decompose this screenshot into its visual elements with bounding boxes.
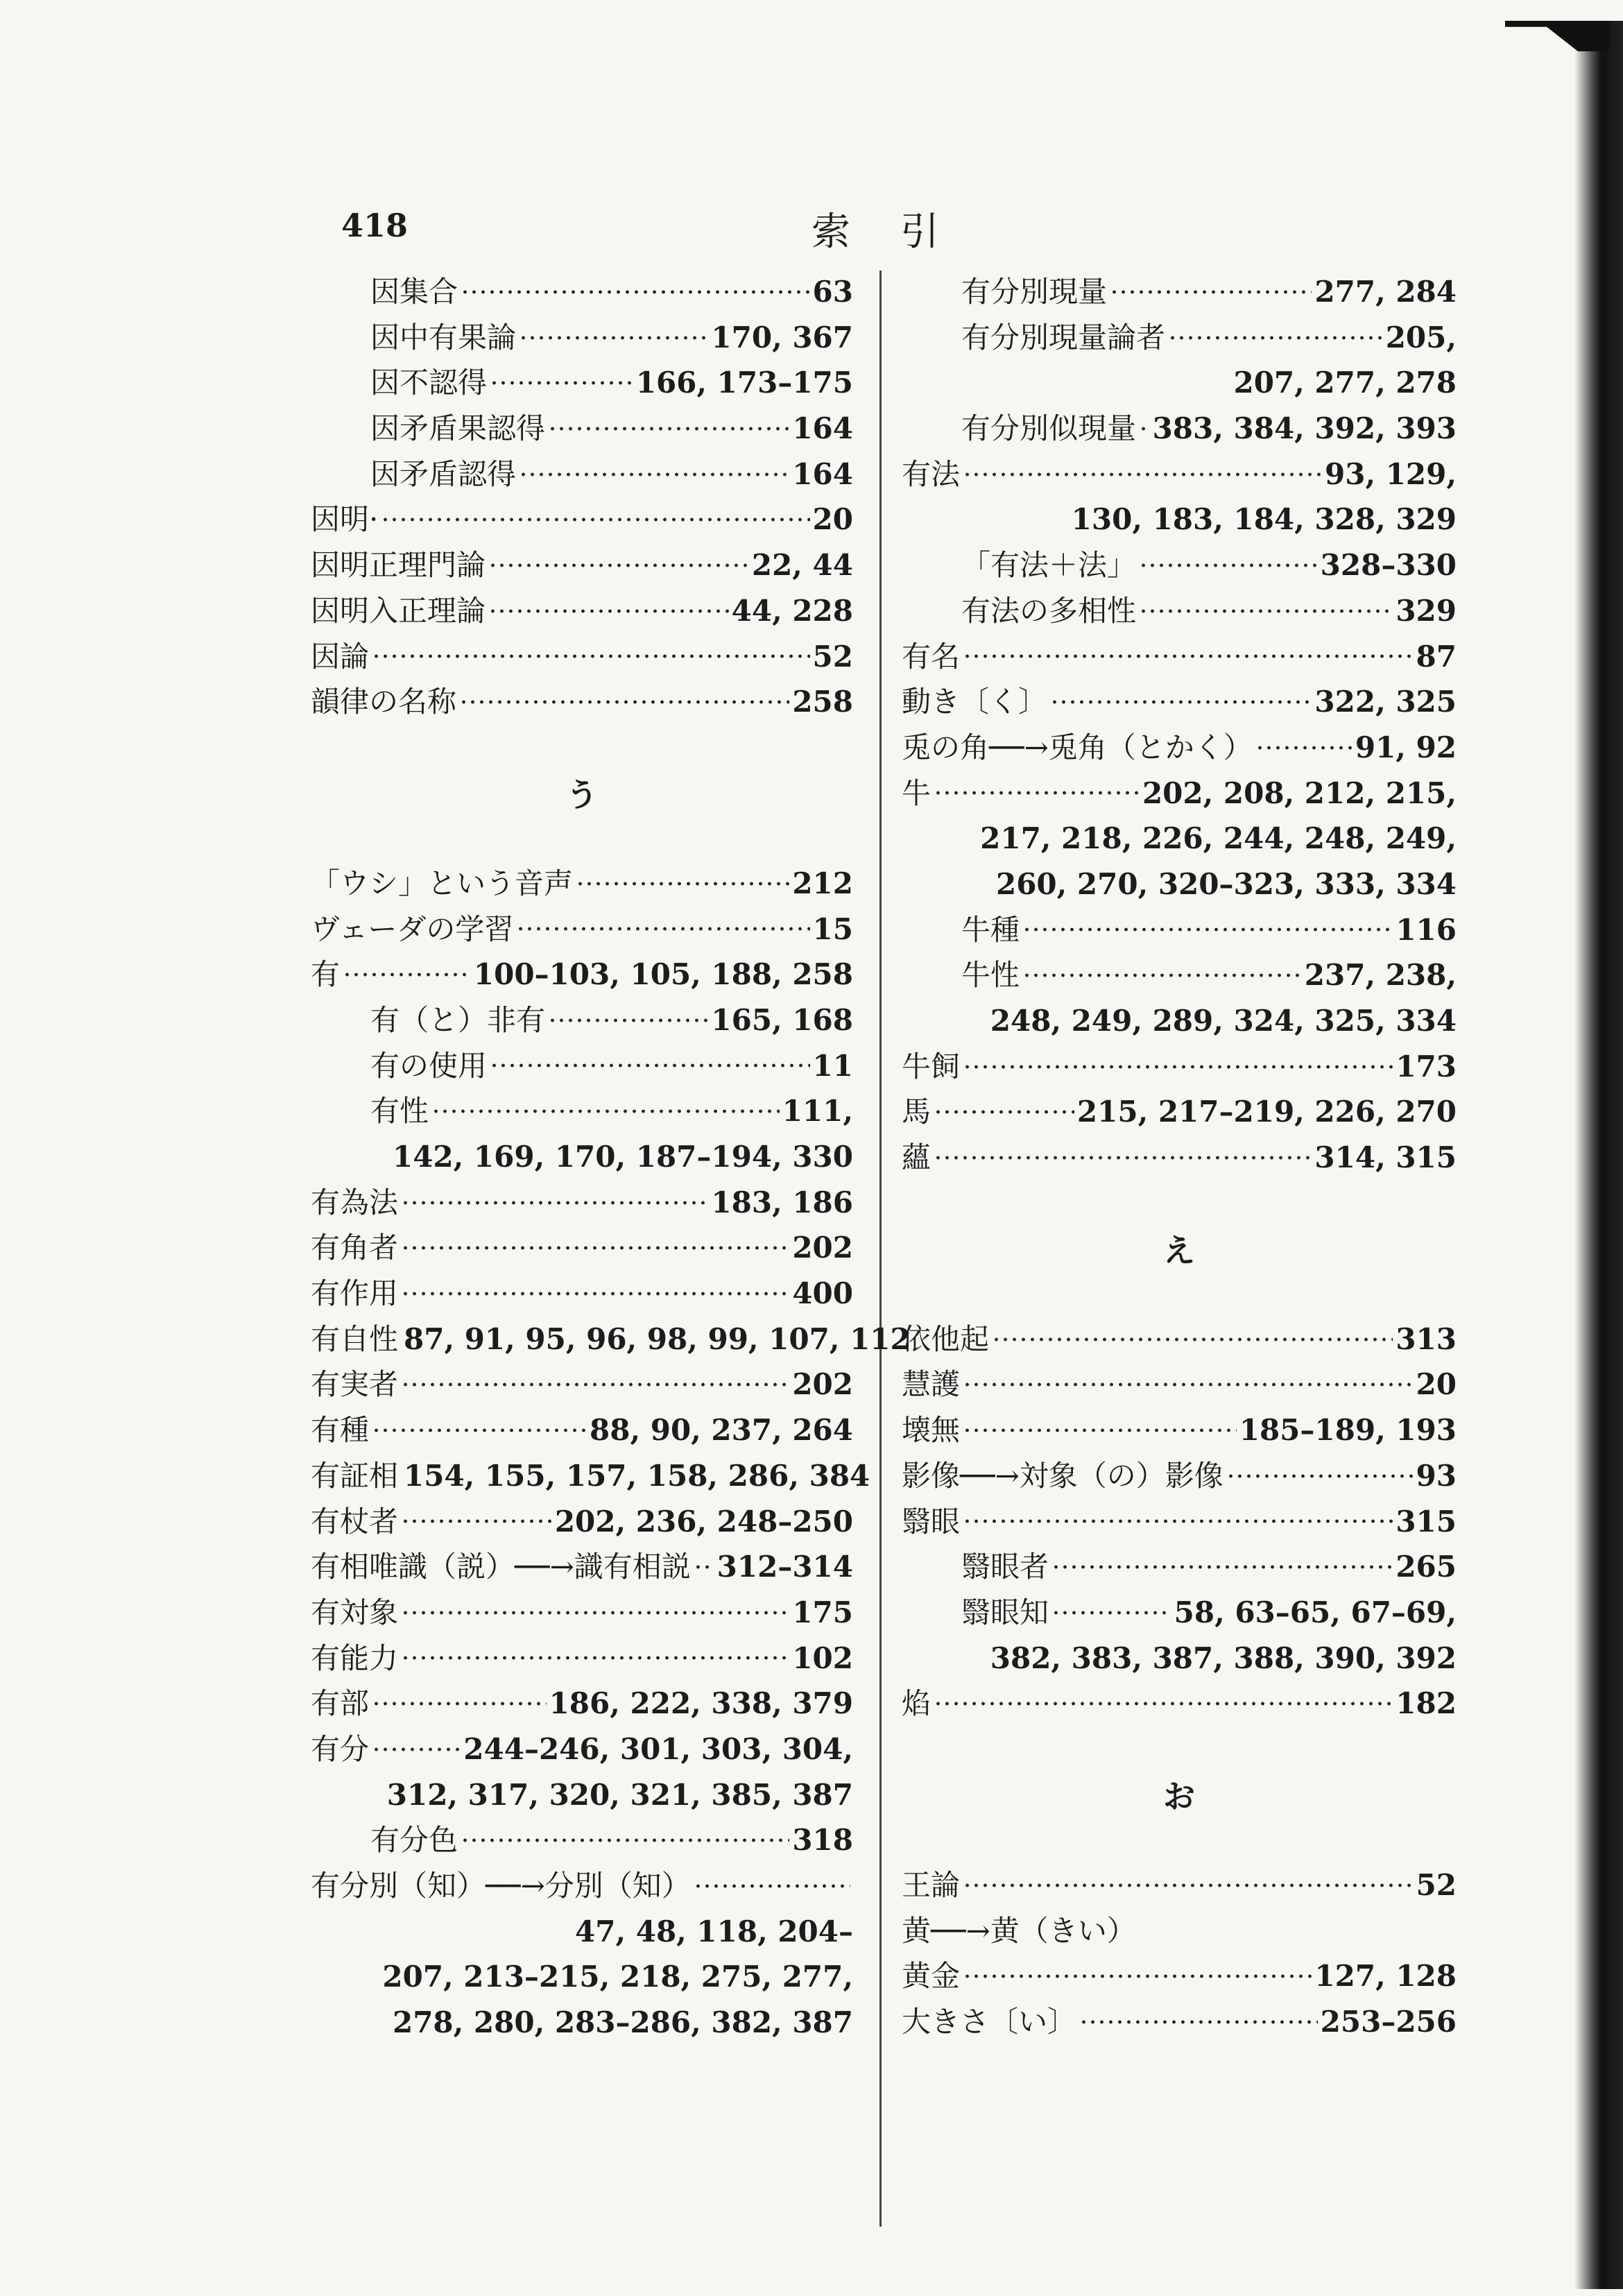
entry-pages: 182	[1396, 1686, 1457, 1721]
entry-term: 因不認得	[370, 366, 488, 400]
entry-pages: 15	[812, 911, 853, 946]
entry-group	[311, 861, 911, 2046]
entry-group	[902, 269, 1457, 1181]
leader-dots	[401, 1381, 789, 1388]
entry-pages: 202, 236, 248–250	[554, 1504, 853, 1539]
index-column-left	[311, 269, 911, 2046]
section-heading-o: お	[1163, 1777, 1195, 1815]
entry-term: 有為法	[311, 1185, 399, 1219]
entry-term: 翳眼者	[961, 1550, 1049, 1584]
index-entry-continuation	[902, 360, 1457, 406]
index-column-right	[902, 269, 1457, 2045]
entry-pages: 314, 315	[1314, 1140, 1457, 1175]
page-title: 索引	[812, 209, 989, 255]
leader-dots	[1051, 1609, 1171, 1616]
leader-dots	[401, 1654, 789, 1661]
entry-term: 有	[311, 957, 341, 992]
index-entry	[311, 1407, 853, 1453]
index-entry	[311, 679, 853, 725]
leader-dots	[1168, 334, 1383, 341]
entry-pages: 202	[792, 1367, 853, 1402]
entry-term: 因中有果論	[370, 320, 517, 354]
entry-pages: 91, 92	[1355, 730, 1457, 764]
column-divider	[879, 271, 882, 2227]
entry-pages: 63	[812, 275, 853, 309]
entry-term: 兎の角──→兎角（とかく）	[902, 730, 1253, 764]
entry-pages: 312–314	[716, 1550, 853, 1584]
leader-dots	[519, 334, 708, 341]
entry-pages: 315	[1396, 1504, 1457, 1539]
page-number: 418	[341, 207, 409, 244]
entry-term: 有相唯識（説）──→識有相説	[311, 1550, 691, 1584]
index-entry	[311, 1590, 853, 1636]
entry-term: 因矛盾果認得	[370, 411, 546, 446]
entry-term: 因論	[311, 639, 370, 674]
leader-dots	[548, 1017, 708, 1024]
entry-pages: 164	[792, 456, 853, 491]
entry-term: 因集合	[370, 275, 458, 309]
leader-dots	[372, 1700, 547, 1707]
entry-group	[902, 1317, 1457, 1727]
entry-term: 有（と）非有	[370, 1002, 546, 1037]
entry-pages: 11	[812, 1048, 853, 1083]
entry-pages: 186, 222, 338, 379	[549, 1686, 853, 1721]
leader-dots	[381, 516, 809, 523]
index-entry-continuation	[311, 1134, 853, 1180]
leader-dots	[372, 1746, 461, 1753]
entry-pages: 212	[792, 866, 853, 900]
entry-term: 牛	[902, 776, 931, 810]
index-entry	[311, 269, 853, 315]
entry-term: 黄金	[902, 1959, 961, 1994]
index-entry-continuation	[311, 2000, 853, 2046]
index-entry	[902, 1407, 1457, 1453]
entry-term: 王論	[902, 1867, 961, 1902]
index-entry	[311, 861, 853, 907]
leader-dots	[1022, 926, 1393, 933]
entry-term: 馬	[902, 1095, 931, 1129]
index-entry	[902, 315, 1457, 361]
entry-term: 有法の多相性	[961, 593, 1137, 628]
index-entry	[311, 1180, 853, 1226]
entry-term: 韻律の名称	[311, 685, 457, 719]
entry-pages: 164	[792, 411, 853, 446]
entry-term: 有対象	[311, 1595, 399, 1629]
scan-edge-corner	[1505, 21, 1609, 51]
index-entry	[311, 1863, 853, 1909]
leader-dots	[1051, 1563, 1393, 1570]
index-entry-continuation	[902, 816, 1457, 862]
index-entry	[902, 1590, 1457, 1636]
leader-dots	[401, 1244, 789, 1251]
entry-term: 有名	[902, 639, 961, 674]
entry-pages: 260, 270, 320–323, 333, 334	[995, 866, 1457, 901]
index-entry	[311, 406, 853, 452]
entry-pages: 217, 218, 226, 244, 248, 249,	[980, 821, 1457, 856]
leader-dots	[548, 425, 789, 432]
entry-term: 有杖者	[311, 1504, 399, 1539]
leader-dots	[1255, 744, 1352, 751]
entry-pages: 237, 238,	[1304, 958, 1457, 993]
entry-term: 有実者	[311, 1367, 399, 1402]
entry-group	[311, 269, 853, 725]
entry-pages: 20	[812, 502, 853, 537]
entry-pages: 165, 168	[711, 1002, 853, 1037]
index-entry	[902, 771, 1457, 816]
leader-dots	[576, 880, 789, 887]
index-entry	[902, 1908, 1457, 1954]
index-entry	[311, 1088, 853, 1134]
entry-pages: 100–103, 105, 188, 258	[473, 957, 853, 992]
leader-dots	[372, 653, 810, 660]
leader-dots	[934, 789, 1140, 796]
entry-pages: 313	[1396, 1321, 1457, 1356]
entry-pages: 20	[1416, 1367, 1457, 1402]
index-entry-continuation	[311, 1954, 853, 2000]
entry-pages: 202	[792, 1231, 853, 1265]
index-entry-continuation	[902, 497, 1457, 542]
entry-term: 因明入正理論	[311, 593, 486, 628]
entry-pages: 154, 155, 157, 158, 286, 384	[404, 1458, 870, 1493]
leader-dots	[461, 1837, 789, 1844]
entry-pages: 278, 280, 283–286, 382, 387	[392, 2005, 853, 2040]
entry-pages: 258	[792, 685, 853, 719]
index-entry	[311, 1544, 853, 1590]
entry-term: 影像──→対象（の）影像	[902, 1458, 1223, 1493]
entry-pages: 277, 284	[1314, 275, 1457, 309]
index-entry	[902, 1362, 1457, 1407]
index-entry	[311, 1225, 853, 1271]
entry-term: 有性	[370, 1094, 429, 1129]
leader-dots	[963, 1882, 1414, 1889]
index-entry	[902, 634, 1457, 680]
entry-pages: 47, 48, 118, 204–	[575, 1914, 853, 1948]
index-entry	[902, 1044, 1457, 1090]
leader-dots	[1079, 2019, 1318, 2025]
entry-pages: 58, 63–65, 67–69,	[1174, 1595, 1457, 1629]
index-entry	[902, 907, 1457, 953]
entry-pages: 383, 384, 392, 393	[1152, 411, 1457, 446]
leader-dots	[1226, 1473, 1414, 1480]
entry-term: 牛種	[961, 912, 1020, 947]
entry-term: 有分別（知）──→分別（知）	[311, 1869, 691, 1903]
leader-dots	[1139, 608, 1393, 615]
entry-term: 有作用	[311, 1276, 399, 1311]
index-entry	[902, 1681, 1457, 1727]
leader-dots	[963, 1063, 1393, 1070]
index-entry	[311, 997, 853, 1043]
section-heading-u: う	[566, 776, 598, 814]
index-entry	[311, 1317, 911, 1362]
index-entry	[311, 360, 853, 406]
entry-pages: 52	[812, 639, 853, 674]
leader-dots	[461, 289, 810, 295]
scan-edge-shadow	[1574, 21, 1623, 2289]
leader-dots	[694, 1563, 714, 1570]
entry-pages: 382, 383, 387, 388, 390, 392	[990, 1640, 1457, 1675]
entry-pages: 329	[1396, 593, 1457, 628]
index-entry	[311, 1499, 853, 1545]
leader-dots	[694, 1883, 850, 1890]
entry-term: 牛飼	[902, 1049, 961, 1083]
entry-term: 焰	[902, 1686, 931, 1721]
entry-term: 「ウシ」という音声	[311, 866, 574, 900]
entry-pages: 102	[792, 1640, 853, 1675]
entry-term: 有分別現量論者	[961, 320, 1166, 354]
entry-term: ヴェーダの学習	[311, 911, 514, 946]
index-entry	[311, 634, 853, 680]
index-entry	[902, 1317, 1457, 1362]
index-entry	[902, 1862, 1457, 1908]
leader-dots	[519, 471, 789, 478]
entry-term: 有角者	[311, 1231, 399, 1265]
entry-pages: 207, 213–215, 218, 275, 277,	[382, 1960, 853, 1994]
entry-pages: 328–330	[1320, 548, 1457, 583]
entry-term: 動き〔く〕	[902, 685, 1048, 719]
index-entry	[902, 406, 1457, 452]
entry-term: 因明·	[311, 502, 379, 537]
entry-term: 翳眼	[902, 1504, 961, 1539]
entry-pages: 253–256	[1320, 2005, 1457, 2039]
entry-term: 蘊	[902, 1140, 931, 1175]
index-entry	[902, 679, 1457, 725]
index-entry	[311, 1043, 853, 1089]
entry-pages: 244–246, 301, 303, 304,	[463, 1731, 853, 1766]
entry-term: 有部	[311, 1686, 370, 1721]
index-entry	[902, 269, 1457, 315]
index-entry	[902, 452, 1457, 497]
index-entry	[902, 1999, 1457, 2045]
entry-pages: 248, 249, 289, 324, 325, 334	[990, 1004, 1457, 1038]
entry-pages: 322, 325	[1314, 685, 1457, 719]
index-entry	[311, 542, 853, 588]
index-entry-continuation	[311, 1909, 853, 1955]
entry-pages: 111,	[782, 1094, 853, 1129]
entry-pages: 52	[1416, 1867, 1457, 1902]
leader-dots	[372, 1427, 587, 1434]
entry-term: 「有法＋法」	[961, 548, 1137, 583]
entry-pages: 400	[792, 1276, 853, 1311]
entry-pages: 185–189, 193	[1239, 1413, 1457, 1448]
index-entry	[311, 1453, 870, 1499]
entry-term: 因矛盾認得	[370, 456, 517, 491]
entry-pages: 93, 129,	[1325, 456, 1457, 491]
leader-dots	[490, 379, 633, 386]
leader-dots	[963, 653, 1414, 660]
index-entry	[311, 497, 853, 542]
index-entry-continuation	[902, 1636, 1457, 1681]
index-entry	[311, 1727, 853, 1772]
section-heading-e: え	[1163, 1231, 1195, 1269]
index-entry	[311, 588, 853, 634]
leader-dots	[488, 562, 749, 569]
entry-pages: 87	[1416, 639, 1457, 674]
leader-dots	[1022, 972, 1302, 979]
entry-pages: 44, 228	[731, 593, 853, 628]
leader-dots	[992, 1336, 1393, 1343]
entry-pages: 22, 44	[751, 548, 853, 583]
entry-term: 有種	[311, 1413, 370, 1448]
entry-term: 有証相	[311, 1458, 399, 1493]
index-entry	[311, 315, 853, 361]
entry-term: 慧護	[902, 1367, 961, 1402]
entry-pages: 183, 186	[711, 1185, 853, 1219]
entry-pages: 202, 208, 212, 215,	[1142, 776, 1457, 810]
entry-term: 大きさ〔い〕	[902, 2005, 1077, 2039]
index-entry	[311, 1681, 853, 1727]
index-entry	[902, 1453, 1457, 1499]
leader-dots	[1050, 699, 1312, 705]
leader-dots	[459, 699, 789, 705]
leader-dots	[934, 1154, 1312, 1161]
entry-pages: 265	[1396, 1550, 1457, 1584]
entry-term: 有分	[311, 1731, 370, 1766]
entry-term: 有分別似現量	[961, 411, 1137, 446]
leader-dots	[516, 925, 809, 932]
leader-dots	[343, 971, 471, 978]
index-entry	[902, 952, 1457, 998]
leader-dots	[488, 608, 729, 615]
index-entry-continuation	[311, 1772, 853, 1818]
index-entry	[902, 1953, 1457, 1999]
entry-term: 有能力	[311, 1640, 399, 1675]
index-entry	[902, 1135, 1457, 1181]
leader-dots	[963, 1518, 1393, 1525]
index-entry	[902, 725, 1457, 771]
entry-term: 黄──→黄（きい）	[902, 1913, 1136, 1948]
index-entry	[311, 1271, 853, 1317]
entry-group	[902, 1862, 1457, 2045]
index-entry	[311, 1817, 853, 1863]
leader-dots	[401, 1518, 552, 1525]
index-entry	[311, 1362, 853, 1407]
entry-term: 牛性	[961, 958, 1020, 993]
entry-term: 有の使用	[370, 1048, 488, 1083]
index-entry	[902, 1089, 1457, 1135]
leader-dots	[1139, 425, 1150, 432]
leader-dots	[1139, 562, 1318, 569]
entry-pages: 88, 90, 237, 264	[590, 1413, 853, 1448]
leader-dots	[401, 1290, 789, 1297]
index-entry	[902, 542, 1457, 588]
entry-term: 壊無	[902, 1413, 961, 1448]
entry-pages: 142, 169, 170, 187–194, 330	[392, 1140, 853, 1174]
entry-term: 有分別現量	[961, 275, 1108, 309]
entry-pages: 127, 128	[1314, 1959, 1457, 1994]
entry-term: 有自性	[311, 1321, 399, 1356]
leader-dots	[963, 471, 1322, 478]
entry-pages: 318	[792, 1823, 853, 1858]
entry-pages: 175	[792, 1595, 853, 1629]
entry-pages: 205,	[1385, 320, 1457, 354]
entry-pages: 116	[1396, 912, 1457, 947]
index-entry-continuation	[902, 862, 1457, 907]
entry-pages: 130, 183, 184, 328, 329	[1071, 502, 1457, 537]
leader-dots	[401, 1199, 708, 1206]
entry-term: 有法	[902, 456, 961, 491]
leader-dots	[934, 1108, 1074, 1115]
entry-pages: 207, 277, 278	[1233, 366, 1457, 400]
index-entry	[902, 1499, 1457, 1545]
leader-dots	[963, 1973, 1312, 1980]
entry-pages: 170, 367	[711, 320, 853, 354]
entry-pages: 93	[1416, 1458, 1457, 1493]
leader-dots	[490, 1062, 810, 1069]
index-entry	[311, 907, 853, 952]
leader-dots	[963, 1381, 1414, 1388]
leader-dots	[431, 1108, 780, 1115]
index-entry	[902, 1544, 1457, 1590]
entry-term: 有分色	[370, 1823, 458, 1858]
entry-pages: 87, 91, 95, 96, 98, 99, 107, 112	[404, 1321, 911, 1356]
entry-pages: 312, 317, 320, 321, 385, 387	[386, 1777, 853, 1812]
entry-pages: 166, 173–175	[635, 366, 853, 400]
entry-term: 依他起	[902, 1321, 990, 1356]
entry-pages: 215, 217–219, 226, 270	[1076, 1095, 1457, 1129]
index-entry	[311, 1636, 853, 1681]
leader-dots	[1110, 289, 1312, 295]
entry-pages: 173	[1396, 1049, 1457, 1083]
entry-term: 因明正理門論	[311, 548, 486, 583]
leader-dots	[934, 1700, 1393, 1707]
leader-dots	[401, 1609, 789, 1616]
index-entry-continuation	[902, 998, 1457, 1044]
entry-term: 翳眼知	[961, 1595, 1049, 1629]
index-entry	[311, 952, 853, 997]
index-entry	[311, 452, 853, 497]
index-entry	[902, 588, 1457, 634]
leader-dots	[963, 1427, 1237, 1434]
